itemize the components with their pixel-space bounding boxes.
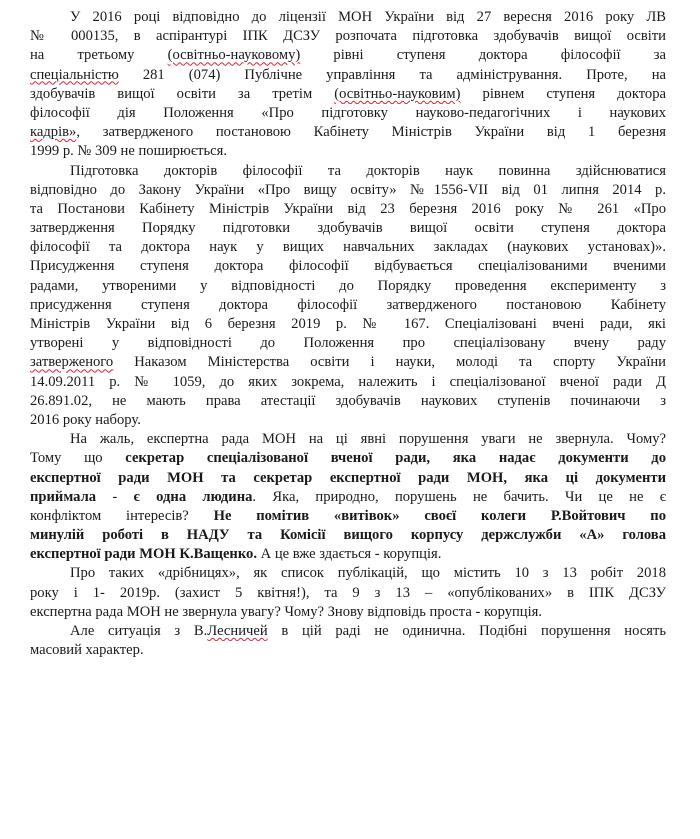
- text-run: 2016 року набору.: [30, 411, 141, 428]
- text-line: [30, 142, 666, 161]
- bold-text: секретар спеціалізованої вченої ради, яка надає документи до: [125, 450, 666, 467]
- text-line: [30, 257, 666, 276]
- text-line: [30, 430, 666, 449]
- text-line: [30, 181, 666, 200]
- text-run: 1999 р. № 309 не поширюється.: [30, 143, 227, 160]
- text-run: відповідно до Закону України «Про вищу освіту» №1556-VII від 01 липня 2014 р.: [30, 181, 666, 198]
- text-line: [30, 27, 666, 46]
- text-line: [30, 162, 666, 181]
- text-line: [30, 411, 666, 430]
- spellcheck-flagged-word: (освітньо-науковим): [334, 85, 461, 102]
- text-line: [30, 373, 666, 392]
- text-run: та Постанови Кабінету Міністрів України від 23 березня 2016 року № 261 «Про: [30, 200, 666, 217]
- text-run: радами, утвореними у відповідності до Порядку проведення експерименту з: [30, 277, 666, 294]
- text-line: [30, 46, 666, 65]
- spellcheck-flagged-word: (освітньо-науковому): [167, 47, 301, 64]
- text-line: [30, 449, 666, 468]
- text-run: присудження ступеня доктора філософії затвердженого постановою Кабінету: [30, 296, 666, 313]
- bold-text: експертної ради МОН та секретар експертної ради МОН, яка ці документи: [30, 469, 666, 486]
- text-run: року і 1- 2019р. (захист 5 квітня!), та 9 з 13 – «опублікованих» в ІПК ДСЗУ: [30, 584, 666, 601]
- spellcheck-flagged-word: Лесничей: [207, 623, 268, 639]
- text-run: А це вже здається - корупція.: [257, 546, 442, 563]
- text-run: 281 (074) Публічне управління та адміністрування. Проте, на: [118, 66, 666, 83]
- text-run: -: [96, 488, 134, 505]
- text-line: [30, 104, 666, 123]
- text-run: На жаль, експертна рада МОН на ці явні порушення уваги не звернула. Чому?: [70, 431, 666, 448]
- text-line: [30, 392, 666, 411]
- bold-text: Не помітив «витівок» своєї колеги Р.Войтович по: [213, 507, 666, 524]
- text-run: № 000135, в аспірантурі ІПК ДСЗУ розпочата підготовка здобувачів вищої освіти: [30, 28, 666, 45]
- text-line: [30, 8, 666, 27]
- paragraph-4: [30, 564, 666, 622]
- text-line: [30, 603, 666, 622]
- text-run: здобувачів вищої освіти за третім: [30, 85, 335, 102]
- text-line: [30, 545, 666, 564]
- paragraph-3: [30, 430, 666, 564]
- bold-text: експертної ради МОН К.Ващенко.: [30, 546, 257, 563]
- text-line: [30, 238, 666, 257]
- spellcheck-flagged-word: кадрів»: [30, 124, 77, 141]
- text-run: 14.09.2011 р. № 1059, до яких зокрема, належить і спеціалізованої вченої ради Д: [30, 373, 666, 390]
- text-run: Присудження ступеня доктора філософії відбувається спеціалізованими вченими: [30, 258, 666, 275]
- bold-text: є одна людина: [133, 488, 253, 505]
- text-run: філософії та доктора наук у вищих навчальних закладах (наукових установах)».: [30, 239, 666, 256]
- text-line: [30, 277, 666, 296]
- text-run: філософії дія Положення «Про підготовку науково-педагогічних і наукових: [30, 104, 666, 121]
- text-run: Наказом Міністерства освіти і науки, молоді та спорту України: [113, 354, 666, 371]
- spellcheck-flagged-word: затверженого: [30, 354, 114, 371]
- text-run: затвердження Порядку підготовки здобувачів вищої освіти ступеня доктора: [30, 220, 666, 237]
- text-line: [30, 641, 666, 660]
- text-line: [30, 564, 666, 583]
- text-line: [30, 315, 666, 334]
- text-run: , затвердженого постановою Кабінету Міністрів України від 1 березня: [76, 124, 666, 141]
- paragraph-1: [30, 8, 666, 162]
- paragraph-5: [30, 622, 666, 660]
- text-run: 26.891.02, не мають права атестації здобувачів наукових ступенів починаючи з: [30, 392, 666, 409]
- text-line: [30, 66, 666, 85]
- text-run: утворені у відповідності до Положення про спеціалізовану вчену раду: [30, 335, 666, 352]
- text-run: масовий характер.: [30, 642, 144, 659]
- text-line: [30, 469, 666, 488]
- text-run: Тому що: [30, 450, 126, 467]
- text-run: Міністрів України від 6 березня 2019 р. № 167. Спеціалізовані вчені ради, які: [30, 316, 666, 332]
- text-line: [30, 334, 666, 353]
- text-run: на третьому: [30, 47, 168, 64]
- text-run: рівнем ступеня доктора: [460, 85, 666, 102]
- text-line: [30, 296, 666, 315]
- document-page: [30, 8, 666, 660]
- text-line: [30, 584, 666, 603]
- spellcheck-flagged-word: спеціальністю: [30, 66, 119, 83]
- text-line: [30, 622, 666, 641]
- text-run: конфліктом інтересів?: [30, 507, 214, 524]
- text-run: Але ситуація з В.: [70, 623, 208, 639]
- text-run: в цій раді не одинична. Подібні порушення носять: [267, 623, 666, 639]
- text-run: експертна рада МОН не звернула увагу? Чому? Знову відповідь проста - корупція.: [30, 603, 543, 620]
- text-line: [30, 488, 666, 507]
- text-run: Про таких «дрібницях», як список публікацій, що містить 10 з 13 робіт 2018: [70, 565, 666, 582]
- text-line: [30, 200, 666, 219]
- text-run: . Яка, природно, порушень не бачить. Чи це не є: [252, 488, 666, 505]
- bold-text: минулій роботі в НАДУ та Комісії вищого корпусу держслужби «А» голова: [30, 527, 666, 544]
- text-line: [30, 526, 666, 545]
- text-run: рівні ступеня доктора філософії за: [300, 47, 666, 64]
- text-line: [30, 85, 666, 104]
- paragraph-2: [30, 162, 666, 431]
- text-line: [30, 507, 666, 526]
- bold-text: приймала: [30, 488, 97, 505]
- text-run: У 2016 році відповідно до ліцензії МОН України від 27 вересня 2016 року ЛВ: [70, 9, 666, 25]
- text-run: Підготовка докторів філософії та докторів наук повинна здійснюватися: [70, 162, 666, 179]
- text-line: [30, 353, 666, 372]
- text-line: [30, 123, 666, 142]
- text-line: [30, 219, 666, 238]
